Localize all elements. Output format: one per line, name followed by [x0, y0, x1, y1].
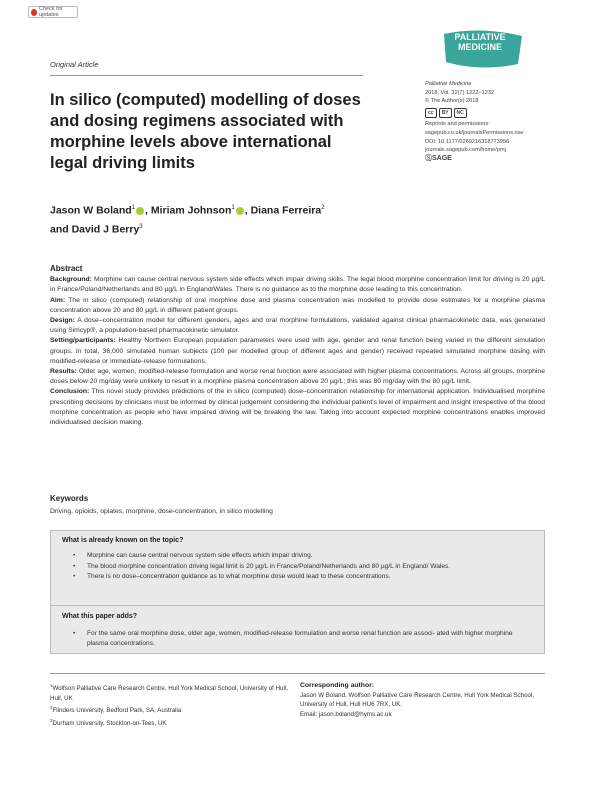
adds-heading: What this paper adds? [62, 613, 138, 620]
abstract-label: Conclusion: [50, 388, 90, 396]
affil-sup: 3 [50, 717, 53, 723]
known-heading: What is already known on the topic? [62, 537, 184, 544]
abstract-heading: Abstract [50, 264, 83, 273]
keywords-heading: Keywords [50, 494, 89, 503]
cc-badge-cc: cc [425, 108, 437, 119]
copyright: © The Author(s) 2018 [425, 98, 479, 105]
affil-text: Wolfson Palliative Care Research Centre, Hull York Medical School, University of Hull, Hull, UK [50, 685, 288, 702]
affil-text: Flinders University, Bedford Park, SA, Australia [52, 707, 182, 715]
list-item: • Morphine can cause central nervous system side effects which impair driving. [73, 551, 513, 561]
abstract-label: Design: [50, 317, 75, 325]
abstract-text: Older age, women, modified-release formulation and worse renal function were associated with higher plasma concentrations. Across all groups, morphine doses below 20 mg/day were unlikely to result in a morphine plasma concentration above 20 µg/L; this was 80 mg/day with the 80 µg/L limit. [50, 368, 545, 386]
abstract-section [50, 264, 545, 428]
author-list [50, 200, 390, 237]
author-affil-sup: 3 [139, 223, 143, 230]
logo-line-1: PALLIATIVE [454, 32, 506, 42]
corresponding-address: Jason W Boland, Wolfson Palliative Care Research Centre, Hull York Medical School, University of Hull, Hull HU6 7RX, UK. [300, 691, 535, 709]
corresponding-author [300, 681, 545, 719]
affil-text: Durham University, Stockton-on-Tees, UK [52, 719, 167, 727]
list-item: • The blood morphine concentration driving legal limit is 20 µg/L in France/Poland/Netherlands and 80 µg/L in England/ Wales. [73, 562, 513, 572]
abstract-text: Healthy Northern European population parameters were used with age, gender and renal function being varied in the different simulation groups. In total, 36,000 simulated human subjects (100 per modelled group of different ages and gender) received repeated simulated morphine dosing with modified-release or immediate-release formulations. [50, 337, 545, 365]
crossmark-icon [31, 9, 37, 16]
abstract-label: Aim: [50, 296, 66, 304]
abstract-setting [50, 336, 545, 367]
author-name[interactable]: Miriam Johnson [150, 204, 232, 217]
keywords-text: Driving, opioids, opiates, morphine, dose-concentration, in silico modelling [50, 508, 273, 515]
journal-logo [430, 28, 530, 70]
doi-link[interactable]: DOI: 10.1177/0269216318773956 [425, 138, 510, 145]
author-separator: , [244, 204, 251, 217]
abstract-text: A dose–concentration model for different genders, ages and oral morphine formulations, validated against clinical pharmacokinetic data, was generated using Simcyp®, a population-based pharmacokinetic simulator. [50, 317, 546, 335]
corresponding-email[interactable]: Email: jason.boland@hyms.ac.uk [300, 710, 392, 718]
abstract-text: Morphine can cause central nervous system side effects which impair driving skills. The legal blood morphine concentration limit for driving is 20 µg/L in France/Poland/Netherlands and 80 µg/L in England/Wales. There is no guidance as to the morphine dose leading to this concentration. [50, 276, 545, 294]
abstract-label: Background: [50, 276, 92, 284]
orcid-icon[interactable] [236, 207, 244, 215]
abstract-design [50, 316, 545, 336]
check-for-updates-label: Check for updates [38, 6, 63, 18]
abstract-text: This novel study provides predictions of the in silico (computed) dose–concentration relationship for international application. Individualised morphine prescribing decisions by clinicians must be informed by clinical judgement considering the individual patient's level of impairment and insight irrespective of the blood morphine concentration as people who have impaired driving will be breaking the law. Taking into account expected morphine concentrations enables improved individualised decision making. [50, 388, 546, 427]
footer-rule [50, 673, 545, 674]
author-separator: and [50, 223, 72, 235]
author-affil-sup: 1 [131, 205, 136, 211]
cc-badge-nc: NC [454, 108, 467, 119]
author-affil-sup: 2 [321, 205, 325, 211]
abstract-aim [50, 296, 545, 316]
abstract-label: Setting/participants: [50, 337, 116, 345]
publisher-logo [425, 155, 565, 164]
header-rule [50, 75, 363, 76]
list-item: • For the same oral morphine dose, older age, women, modified-release formulation and worse renal function are associ- ated with higher morphine plasma concentrations. [73, 629, 513, 648]
affiliation-item [50, 716, 290, 729]
article-type: Original Article [50, 60, 99, 69]
author-name[interactable]: David J Berry [71, 223, 140, 235]
adds-list [73, 629, 513, 649]
affiliations [50, 681, 290, 729]
journal-url-link[interactable]: journals.sagepub.com/home/pmj [425, 147, 506, 154]
check-for-updates-badge[interactable] [28, 6, 78, 18]
abstract-background [50, 275, 545, 295]
key-points-box [50, 530, 545, 654]
box-divider [51, 605, 544, 606]
abstract-label: Results: [50, 368, 77, 376]
affil-sup: 1 [50, 683, 53, 688]
list-item: • There is no dose–concentration guidance as to what morphine dose would lead to these concentrations. [73, 572, 513, 582]
affiliation-item [50, 703, 290, 716]
orcid-icon[interactable] [136, 207, 144, 215]
affiliation-item [50, 681, 290, 703]
known-list [73, 551, 513, 583]
abstract-results [50, 367, 545, 387]
cc-license-icon[interactable] [425, 108, 467, 119]
author-name[interactable]: Diana Ferreira [250, 204, 322, 217]
journal-name: Palliative Medicine [425, 81, 472, 87]
logo-line-2: MEDICINE [457, 42, 502, 52]
citation: 2018, Vol. 32(7) 1222–1232 [425, 89, 495, 96]
publisher-name: SAGE [432, 154, 452, 162]
journal-meta [425, 80, 565, 163]
journal-logo-text [450, 32, 510, 52]
author-name[interactable]: Jason W Boland [50, 204, 132, 217]
sage-icon: Ⓢ [425, 154, 432, 162]
paper-title: In silico (computed) modelling of doses and dosing regimens associated with morphine levels above international legal driving limits [50, 91, 361, 172]
affil-sup: 2 [50, 705, 53, 711]
author-separator: , [145, 204, 151, 217]
keywords-section [50, 494, 545, 517]
abstract-conclusion [50, 387, 545, 428]
reprints-label: Reprints and permissions: [425, 121, 490, 128]
author-affil-sup: 1 [231, 205, 235, 211]
abstract-text: The in silico (computed) relationship of oral morphine dose and plasma concentration was modelled to provide dose estimates for a morphine plasma concentration above 20 and 80 µg/L in different patient groups. [50, 296, 546, 314]
corresponding-label: Corresponding author: [300, 682, 375, 689]
cc-badge-by: BY [439, 108, 452, 119]
reprints-link[interactable]: sagepub.co.uk/journalsPermissions.nav [425, 129, 524, 136]
